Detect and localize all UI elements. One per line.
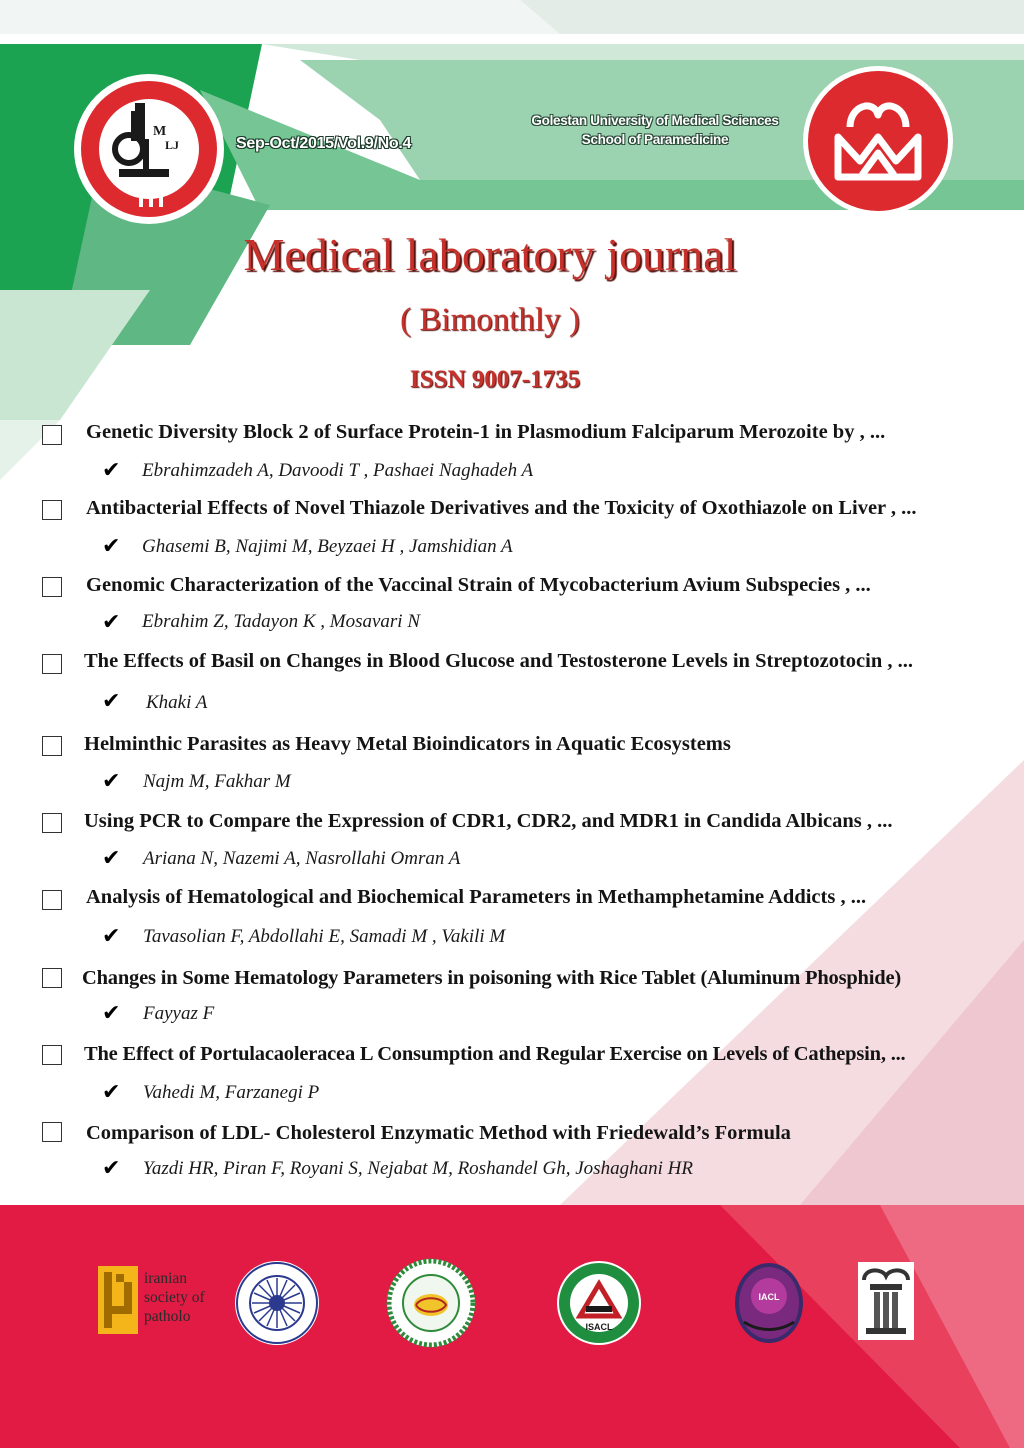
- article-checkbox: [42, 813, 62, 833]
- isacl-logo: [556, 1260, 642, 1346]
- article-checkbox: [42, 890, 62, 910]
- article-authors: Ebrahimzadeh A, Davoodi T , Pashaei Naghadeh A: [142, 460, 534, 481]
- pathology-name-line-2: society of: [144, 1289, 205, 1306]
- article-authors: Khaki A: [146, 692, 208, 713]
- article-authors: Ariana N, Nazemi A, Nasrollahi Omran A: [143, 848, 461, 869]
- article-title: Helminthic Parasites as Heavy Metal Bioindicators in Aquatic Ecosystems: [84, 733, 731, 755]
- article-title: Comparison of LDL- Cholesterol Enzymatic Method with Friedewald’s Formula: [86, 1122, 791, 1144]
- article-title: Using PCR to Compare the Expression of CDR1, CDR2, and MDR1 in Candida Albicans , ...: [84, 810, 893, 832]
- issue-info: Sep-Oct/2015/Vol.9/No.4: [236, 135, 412, 152]
- checkmark-icon: ✔: [102, 1156, 121, 1181]
- article-title: The Effect of Portulacaoleracea L Consumption and Regular Exercise on Levels of Cathepsin, ...: [84, 1043, 906, 1065]
- checkmark-icon: ✔: [102, 689, 121, 714]
- checkmark-icon: ✔: [102, 769, 121, 794]
- article-checkbox: [42, 736, 62, 756]
- issn-number: ISSN 9007-1735: [409, 366, 581, 393]
- checkmark-icon: ✔: [102, 846, 121, 871]
- pathology-name-line-1: iranian: [144, 1270, 188, 1287]
- parasitology-society-logo: [234, 1260, 320, 1346]
- pillar-emblem-logo: [858, 1262, 914, 1340]
- pathology-society-logo: [98, 1266, 138, 1334]
- mlj-journal-logo: [73, 73, 225, 225]
- article-checkbox: [42, 500, 62, 520]
- article-authors: Fayyaz F: [143, 1003, 215, 1024]
- article-title: Analysis of Hematological and Biochemical Parameters in Methamphetamine Addicts , ...: [86, 886, 867, 908]
- checkmark-icon: ✔: [102, 610, 121, 635]
- journal-frequency: ( Bimonthly ): [400, 302, 580, 338]
- article-authors: Najm M, Fakhar M: [143, 771, 291, 792]
- article-authors: Tavasolian F, Abdollahi E, Samadi M , Vakili M: [143, 926, 506, 947]
- university-name: [500, 111, 810, 149]
- iacl-label: IACL: [758, 1292, 780, 1302]
- article-checkbox: [42, 577, 62, 597]
- pathology-name-line-3: patholo: [144, 1308, 191, 1325]
- iacl-logo: [734, 1262, 804, 1344]
- article-title: Genomic Characterization of the Vaccinal Strain of Mycobacterium Avium Subspecies , ...: [86, 574, 871, 596]
- article-checkbox: [42, 654, 62, 674]
- article-authors: Ebrahim Z, Tadayon K , Mosavari N: [142, 611, 420, 632]
- article-authors: Ghasemi B, Najimi M, Beyzaei H , Jamshidian A: [142, 536, 513, 557]
- isacl-label: ISACL: [585, 1322, 613, 1332]
- article-authors: Yazdi HR, Piran F, Royani S, Nejabat M, Roshandel Gh, Joshaghani HR: [143, 1158, 693, 1179]
- checkmark-icon: ✔: [102, 1001, 121, 1026]
- golestan-university-logo: [802, 65, 954, 217]
- university-line-2: School of Paramedicine: [581, 132, 729, 147]
- checkmark-icon: ✔: [102, 458, 121, 483]
- logo-lj-letters: LJ: [165, 138, 180, 152]
- article-title: Antibacterial Effects of Novel Thiazole Derivatives and the Toxicity of Oxothiazole on Liver , ...: [86, 497, 917, 519]
- pathology-society-name: [144, 1269, 205, 1326]
- article-checkbox: [42, 1045, 62, 1065]
- article-checkbox: [42, 425, 62, 445]
- green-society-logo: [386, 1258, 476, 1348]
- article-checkbox: [42, 1122, 62, 1142]
- article-title: Genetic Diversity Block 2 of Surface Protein-1 in Plasmodium Falciparum Merozoite by , ...: [86, 421, 886, 443]
- checkmark-icon: ✔: [102, 1080, 121, 1105]
- article-checkbox: [42, 968, 62, 988]
- logo-m-letter: M: [153, 124, 167, 139]
- checkmark-icon: ✔: [102, 924, 121, 949]
- university-line-1: Golestan University of Medical Sciences: [531, 113, 779, 128]
- article-title: Changes in Some Hematology Parameters in poisoning with Rice Tablet (Aluminum Phosphide): [82, 967, 901, 989]
- journal-title: Medical laboratory journal: [243, 229, 737, 280]
- article-authors: Vahedi M, Farzanegi P: [143, 1082, 320, 1103]
- article-title: The Effects of Basil on Changes in Blood Glucose and Testosterone Levels in Streptozotocin , ...: [84, 650, 913, 672]
- checkmark-icon: ✔: [102, 534, 121, 559]
